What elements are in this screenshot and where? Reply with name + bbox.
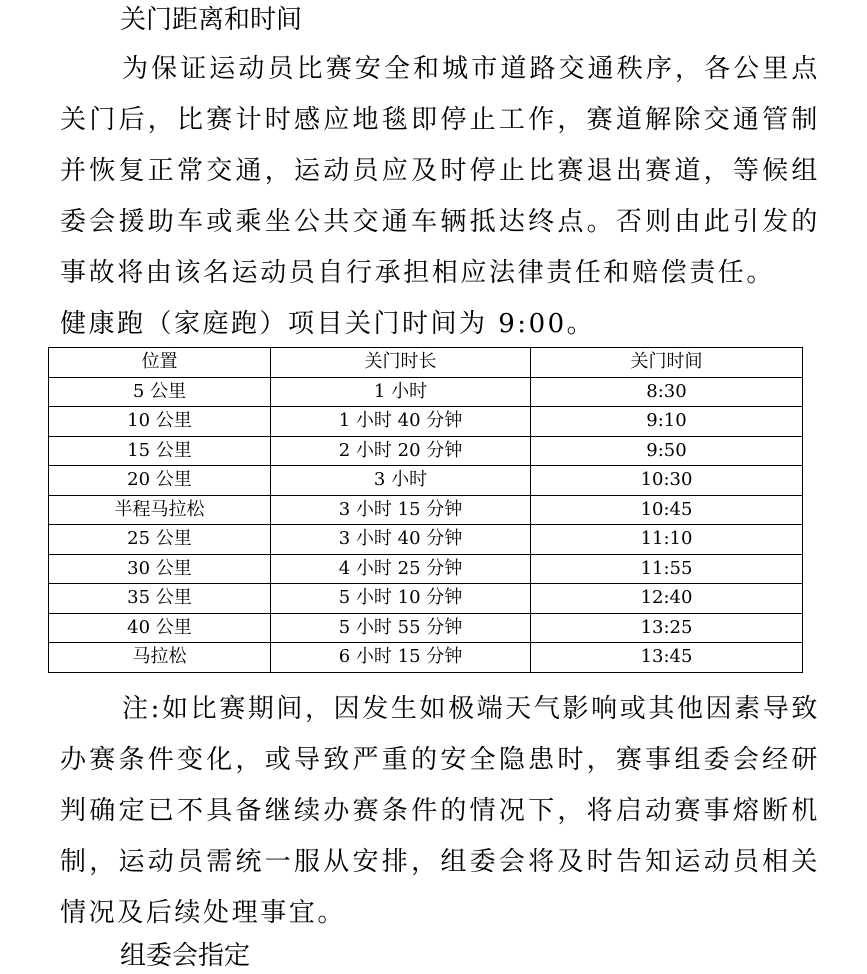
health-run-cutoff: 健康跑（家庭跑）项目关门时间为 9:00。 <box>60 309 596 339</box>
cell-location: 半程马拉松 <box>49 495 271 525</box>
cell-cutoff-time: 10:30 <box>531 466 803 496</box>
cell-location: 10 公里 <box>49 407 271 437</box>
table-row <box>49 377 803 407</box>
cell-duration: 1 小时 <box>271 377 531 407</box>
cell-duration: 2 小时 20 分钟 <box>271 436 531 466</box>
cell-duration: 5 小时 10 分钟 <box>271 584 531 614</box>
cell-cutoff-time: 10:45 <box>531 495 803 525</box>
header-location: 位置 <box>49 348 271 378</box>
header-duration: 关门时长 <box>271 348 531 378</box>
cell-cutoff-time: 9:50 <box>531 436 803 466</box>
table-row <box>49 436 803 466</box>
table-row <box>49 495 803 525</box>
table-row <box>49 525 803 555</box>
header-cutoff-time: 关门时间 <box>531 348 803 378</box>
table-row <box>49 613 803 643</box>
next-section-title: 组委会指定 <box>120 941 251 971</box>
table-header-row <box>49 348 803 378</box>
cell-location: 35 公里 <box>49 584 271 614</box>
cell-cutoff-time: 8:30 <box>531 377 803 407</box>
cell-cutoff-time: 11:10 <box>531 525 803 555</box>
cell-cutoff-time: 13:25 <box>531 613 803 643</box>
note-paragraph: 注:如比赛期间，因发生如极端天气影响或其他因素导致办赛条件变化，或导致严重的安全隐患时，赛事组委会经研判确定已不具备继续办赛条件的情况下，将启动赛事熔断机制，运动员需统一服从安排，组委会将及时告知运动员相关情况及后续处理事宜。 <box>60 694 820 928</box>
cell-cutoff-time: 11:55 <box>531 554 803 584</box>
table-row <box>49 466 803 496</box>
cell-location: 30 公里 <box>49 554 271 584</box>
cell-cutoff-time: 9:10 <box>531 407 803 437</box>
table-row <box>49 643 803 673</box>
cutoff-table <box>48 347 803 673</box>
cell-location: 5 公里 <box>49 377 271 407</box>
cell-duration: 3 小时 <box>271 466 531 496</box>
cell-location: 15 公里 <box>49 436 271 466</box>
section-title: 关门距离和时间 <box>120 5 303 35</box>
cell-location: 马拉松 <box>49 643 271 673</box>
cell-cutoff-time: 12:40 <box>531 584 803 614</box>
table-row <box>49 584 803 614</box>
cell-duration: 5 小时 55 分钟 <box>271 613 531 643</box>
cell-location: 20 公里 <box>49 466 271 496</box>
cell-location: 40 公里 <box>49 613 271 643</box>
intro-paragraph: 为保证运动员比赛安全和城市道路交通秩序，各公里点关门后，比赛计时感应地毯即停止工作，赛道解除交通管制并恢复正常交通，运动员应及时停止比赛退出赛道，等候组委会援助车或乘坐公共交通车辆抵达终点。否则由此引发的事故将由该名运动员自行承担相应法律责任和赔偿责任。 <box>60 54 820 288</box>
cell-duration: 3 小时 40 分钟 <box>271 525 531 555</box>
cell-duration: 6 小时 15 分钟 <box>271 643 531 673</box>
cell-location: 25 公里 <box>49 525 271 555</box>
cell-cutoff-time: 13:45 <box>531 643 803 673</box>
table-row <box>49 407 803 437</box>
cell-duration: 4 小时 25 分钟 <box>271 554 531 584</box>
cell-duration: 3 小时 15 分钟 <box>271 495 531 525</box>
cell-duration: 1 小时 40 分钟 <box>271 407 531 437</box>
table-row <box>49 554 803 584</box>
